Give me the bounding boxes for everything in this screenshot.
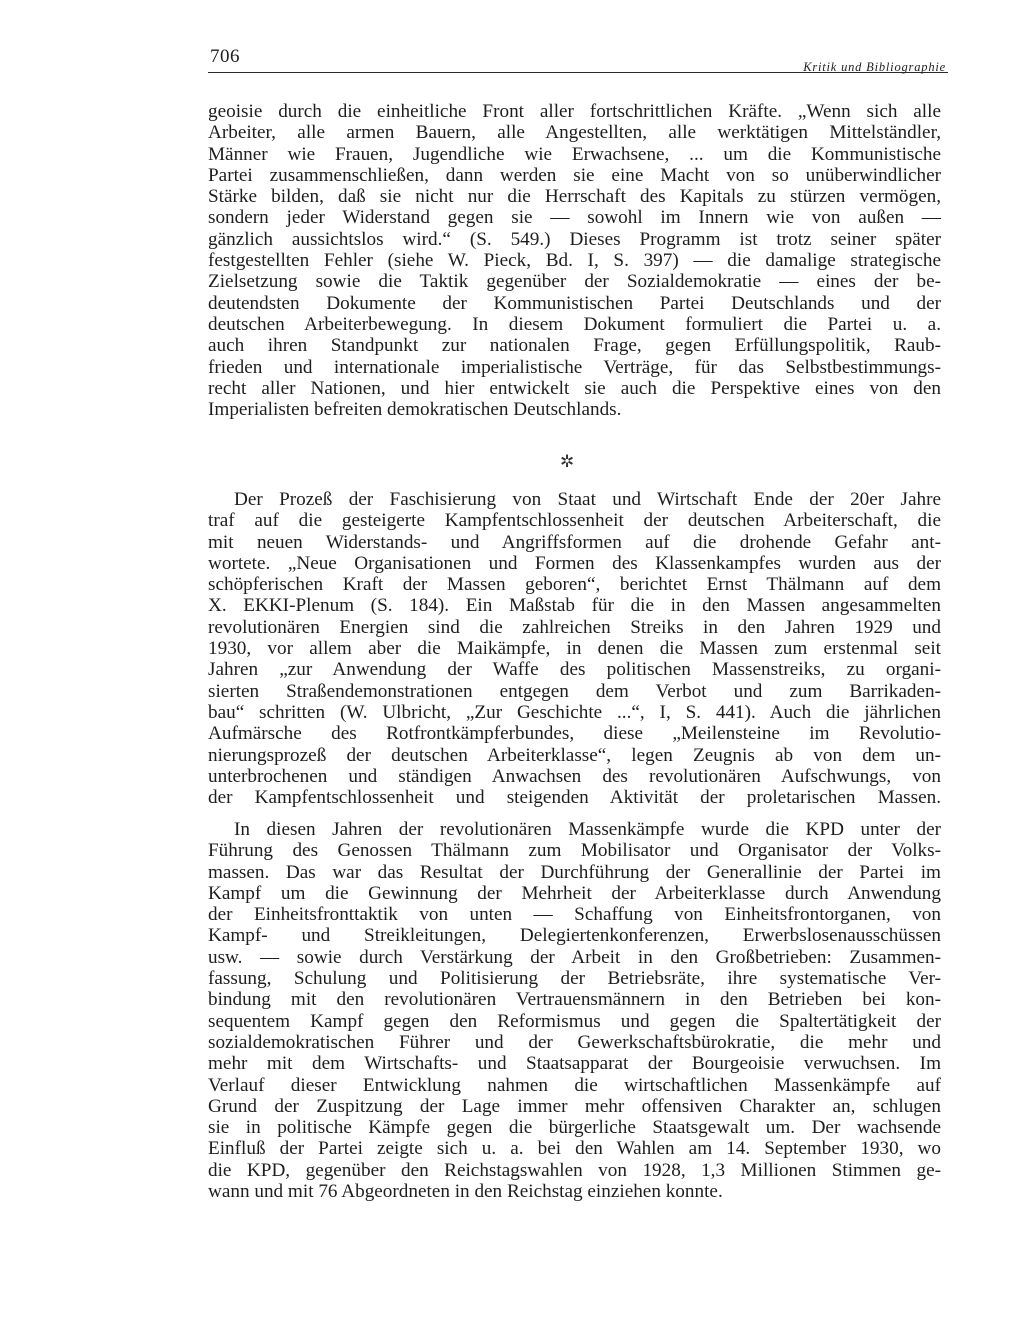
text-line: massen. Das war das Resultat der Durchführung der Generallinie der Partei im — [208, 861, 941, 883]
text-line: revolutionären Energien sind die zahlreichen Streiks in den Jahren 1929 und — [208, 616, 941, 638]
text-line: recht aller Nationen, und hier entwickelt sie auch die Perspektive eines von den — [208, 377, 941, 399]
text-line: Kampf- und Streikleitungen, Delegiertenkonferenzen, Erwerbslosenausschüssen — [208, 925, 941, 947]
text-line: schöpferischen Kraft der Massen geboren“, berichtet Ernst Thälmann auf dem — [208, 574, 941, 596]
section-title: Kritik und Bibliographie — [803, 60, 946, 74]
text-line: auch ihren Standpunkt zur nationalen Frage, gegen Erfüllungspolitik, Raub- — [208, 335, 941, 357]
text-line: der Einheitsfronttaktik von unten — Schaffung von Einheitsfrontorganen, von — [208, 904, 941, 926]
text-line: geoisie durch die einheitliche Front aller fortschrittlichen Kräfte. „Wenn sich alle — [208, 101, 941, 122]
text-line: Männer wie Frauen, Jugendliche wie Erwachsene, ... um die Kommunistische — [208, 143, 941, 165]
text-line: sozialdemokratischen Führer und der Gewerkschaftsbürokratie, die mehr und — [208, 1031, 941, 1053]
text-line: der Kampfentschlossenheit und steigenden Aktivität der proletarischen Massen. — [208, 787, 941, 809]
text-line: Stärke bilden, daß sie nicht nur die Herrschaft des Kapitals zu stürzen vermögen, — [208, 186, 941, 208]
text-line: festgestellten Fehler (siehe W. Pieck, Bd. I, S. 397) — die damalige strategische — [208, 250, 941, 272]
text-line: Grund der Zuspitzung der Lage immer mehr offensiven Charakter an, schlugen — [208, 1095, 941, 1117]
paragraph-2 — [208, 489, 941, 808]
text-line: mehr mit dem Wirtschafts- und Staatsapparat der Bourgeoisie verwuchsen. Im — [208, 1053, 941, 1075]
text-line: sequentem Kampf gegen den Reformismus und gegen die Spaltertätigkeit der — [208, 1010, 941, 1032]
text-line: usw. — sowie durch Verstärkung der Arbeit in den Großbetrieben: Zusammen- — [208, 946, 941, 968]
text-line: Aufmärsche des Rotfrontkämpferbundes, diese „Meilensteine im Revolutio- — [208, 723, 941, 745]
text-line: wortete. „Neue Organisationen und Formen des Klassenkampfes wurden aus der — [208, 552, 941, 574]
running-head — [208, 44, 948, 73]
text-line: Zielsetzung sowie die Taktik gegenüber der Sozialdemokratie — eines der be- — [208, 271, 941, 293]
paragraph-1 — [208, 101, 941, 420]
text-line: Arbeiter, alle armen Bauern, alle Angestellten, alle werktätigen Mittelständler, — [208, 122, 941, 144]
text-line: bau“ schritten (W. Ulbricht, „Zur Geschichte ...“, I, S. 441). Auch die jährlichen — [208, 701, 941, 723]
text-line: Partei zusammenschließen, dann werden sie eine Macht von so unüberwindlicher — [208, 164, 941, 186]
text-line: fassung, Schulung und Politisierung der Betriebsräte, ihre systematische Ver- — [208, 968, 941, 990]
text-line: sie in politische Kämpfe gegen die bürgerliche Staatsgewalt um. Der wachsende — [208, 1117, 941, 1139]
text-line: frieden und internationale imperialistische Verträge, für das Selbstbestimmungs- — [208, 356, 941, 378]
text-line: wann und mit 76 Abgeordneten in den Reichstag einziehen konnte. — [208, 1181, 723, 1203]
text-line: Imperialisten befreiten demokratischen Deutschlands. — [208, 399, 622, 421]
text-line: traf auf die gesteigerte Kampfentschlossenheit der deutschen Arbeiterschaft, die — [208, 510, 941, 532]
text-line: gänzlich aussichtslos wird.“ (S. 549.) Dieses Programm ist trotz seiner später — [208, 228, 941, 250]
text-line: Führung des Genossen Thälmann zum Mobilisator und Organisator der Volks- — [208, 840, 941, 862]
text-line: Verlauf dieser Entwicklung nahmen die wirtschaftlichen Massenkämpfe auf — [208, 1074, 941, 1096]
text-line: nierungsprozeß der deutschen Arbeiterklasse“, legen Zeugnis ab von dem un- — [208, 744, 941, 766]
text-line: X. EKKI-Plenum (S. 184). Ein Maßstab für die in den Massen angesammelten — [208, 595, 941, 617]
text-line: sondern jeder Widerstand gegen sie — sowohl im Innern wie von außen — — [208, 207, 941, 229]
text-line: bindung mit den revolutionären Vertrauensmännern in den Betrieben bei kon- — [208, 989, 941, 1011]
text-line: deutendsten Dokumente der Kommunistischen Partei Deutschlands und der — [208, 292, 941, 314]
text-line: sierten Straßendemonstrationen entgegen dem Verbot und zum Barrikaden- — [208, 680, 941, 702]
text-line: deutschen Arbeiterbewegung. In diesem Dokument formuliert die Partei u. a. — [208, 313, 941, 335]
text-line: Einfluß der Partei zeigte sich u. a. bei den Wahlen am 14. September 1930, wo — [208, 1138, 941, 1160]
text-line: die KPD, gegenüber den Reichstagswahlen von 1928, 1,3 Millionen Stimmen ge- — [208, 1159, 941, 1181]
text-line: In diesen Jahren der revolutionären Massenkämpfe wurde die KPD unter der — [234, 819, 941, 840]
section-divider-asterism: ✲ — [560, 452, 575, 472]
text-line: 1930, vor allem aber die Maikämpfe, in denen die Massen zum erstenmal seit — [208, 638, 941, 660]
page-number: 706 — [210, 46, 240, 67]
text-line: Jahren „zur Anwendung der Waffe des politischen Massenstreiks, zu organi- — [208, 659, 941, 681]
text-line: unterbrochenen und ständigen Anwachsen des revolutionären Aufschwungs, von — [208, 765, 941, 787]
text-line: Der Prozeß der Faschisierung von Staat und Wirtschaft Ende der 20er Jahre — [234, 489, 941, 510]
text-line: mit neuen Widerstands- und Angriffsformen auf die drohende Gefahr ant- — [208, 531, 941, 553]
paragraph-3 — [208, 819, 941, 1202]
text-line: Kampf um die Gewinnung der Mehrheit der Arbeiterklasse durch Anwendung — [208, 882, 941, 904]
